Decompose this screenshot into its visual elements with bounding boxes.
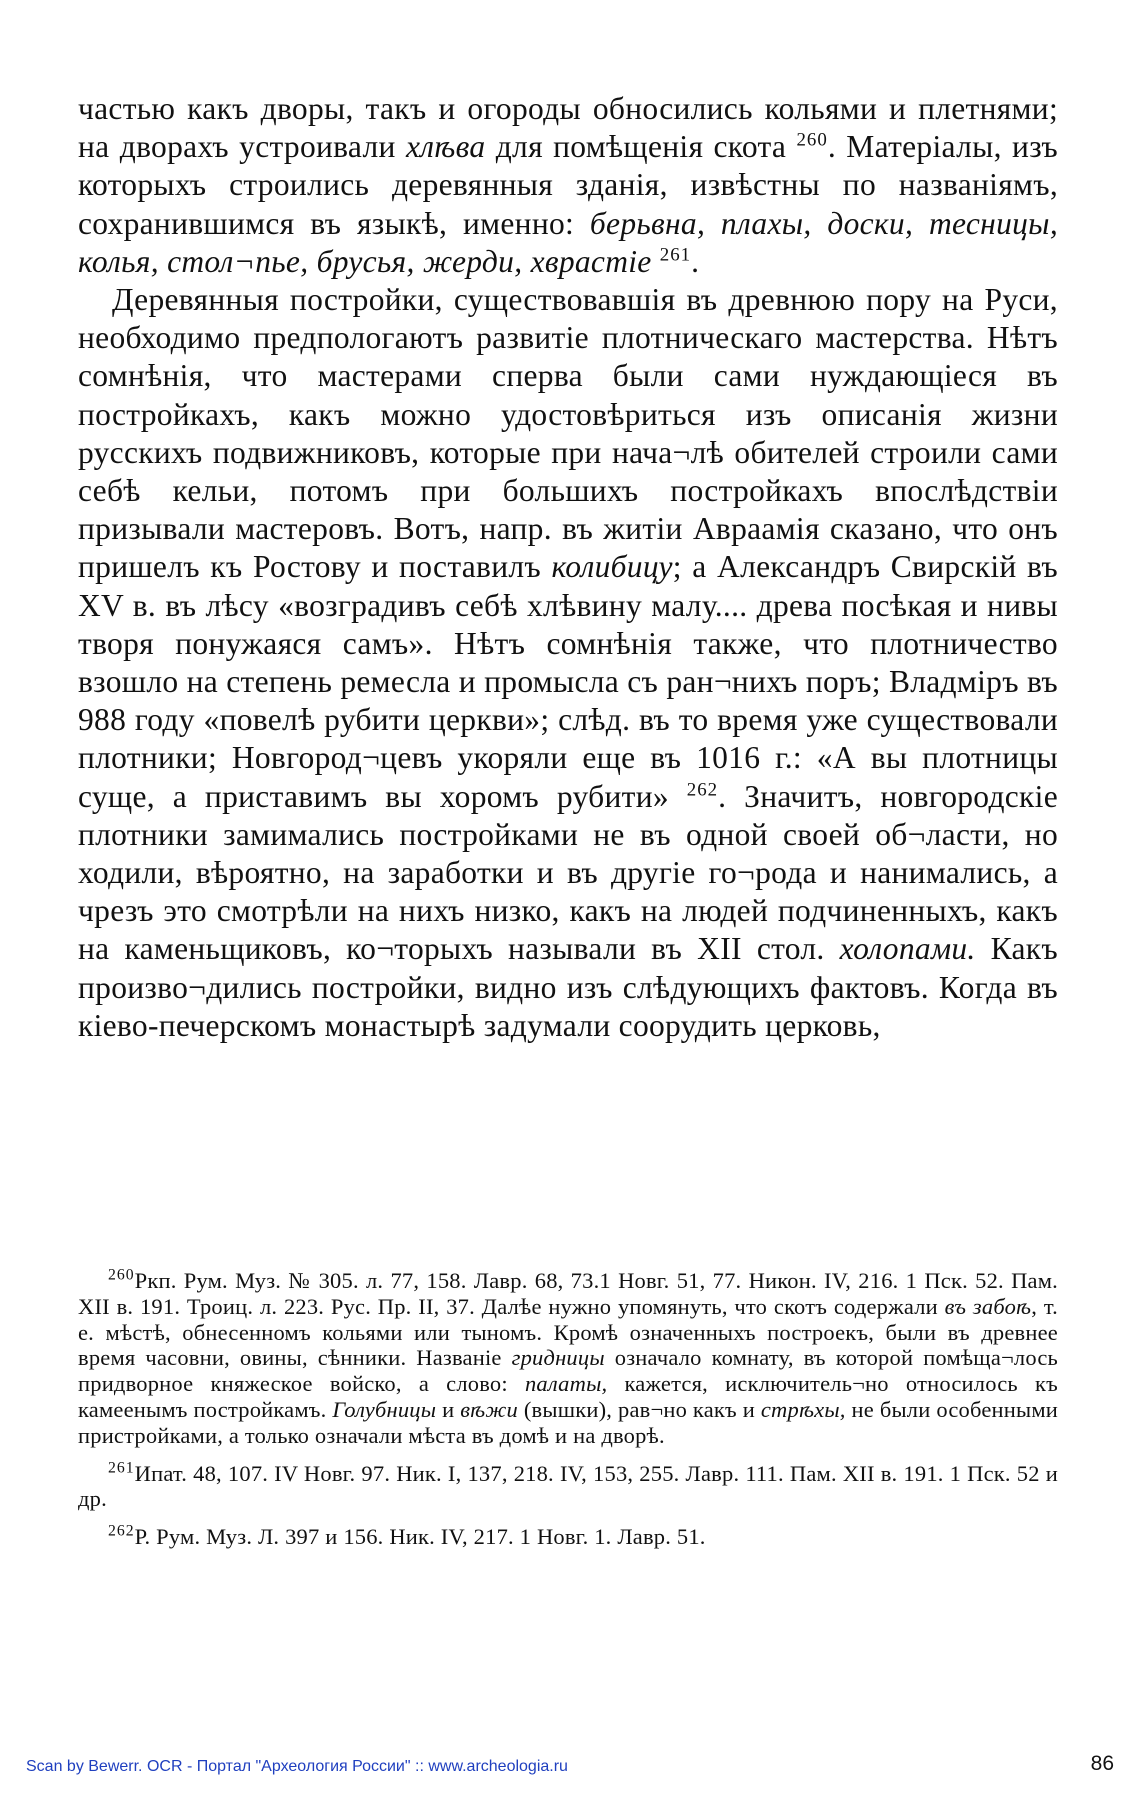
footnote-number: 261 [108,1459,135,1477]
footnote-number: 262 [108,1522,135,1540]
footnote-ref-260[interactable]: 260 [796,129,828,151]
page-number: 86 [1090,1752,1114,1775]
paragraph-2: Деревянныя постройки, существовавшія въ древнюю пору на Руси, необходимо предпологаютъ развитіе плотническаго мастерства. Нѣтъ сомнѣнія, что мастерами сперва были сами нуждающіеся въ постройкахъ, какъ можно удостовѣриться изъ описанія жизни русскихъ подвижниковъ, которые при нача¬лѣ обителей строили сами себѣ кельи, потомъ при большихъ постройкахъ впослѣдствіи призывали мастеровъ. Вотъ, напр. въ житіи Авраамія сказано, что онъ пришелъ къ Ростову и поставилъ колибицу; а Александръ Свирскій въ XV в. въ лѣсу «возградивъ себѣ хлѣвину малу.... древа посѣкая и нивы творя понужаяся самъ». Нѣтъ сомнѣнія также, что плотничество взошло на степень ремесла и промысла съ ран¬нихъ поръ; Владміръ въ 988 году «повелѣ рубити церкви»; слѣд. въ то время уже существовали плотники; Новгород¬цевъ укоряли еще въ 1016 г.: «А вы плотницы суще, а приставимъ вы хоромъ рубити» $^{262}$. Значитъ, новгородскіе плотники замимались постройками не въ одной своей об¬ласти, но ходили, вѣроятно, на заработки и въ другіе го¬рода и нанимались, а чрезъ это смотрѣли на нихъ низко, какъ на людей подчиненныхъ, какъ на каменьщиковъ, ко¬торыхъ называли въ XII стол. холопами. Какъ произво¬дились постройки, видно изъ слѣдующихъ фактовъ. Когда въ кіево-печерскомъ монастырѣ задумали соорудить церковь, [78,282,1058,1043]
footnote-260: $^{260}$Ркп. Рум. Муз. № 305. л. 77, 158. Лавр. 68, 73.1 Новг. 51, 77. Никон. IV, 216. 1 Пск. 52. Пам. XII в. 191. Троиц. л. 223. Рус. Пр. II, 37. Далѣе нужно упомянуть, что скотъ содержали въ забоѣ, т. е. мѣстѣ, обнесенномъ кольями или тыномъ. Кромѣ означенныхъ построекъ, были въ древнее время часовни, овины, сѣнники. Названіе гридницы означало комнату, въ которой помѣща¬лось придворное княжеское войско, а слово: палаты, кажется, исключитель¬но относилось къ камеенымъ постройкамъ. Голубницы и вѣжи (вышки), рав¬но какъ и стрѣхы, не были особенными пристройками, а только означали мѣста въ домѣ и на дворѣ. [78,1266,1058,1448]
footnote-261: $^{261}$Ипат. 48, 107. IV Новг. 97. Ник. I, 137, 218. IV, 153, 255. Лавр. 111. Пам. XII в. 191. 1 Пск. 52 и др. [78,1459,1058,1512]
italic-term: колибицу [551,549,673,585]
italic-term-list: берьвна, плахы, доски, тесницы, колья, стол¬пье, брусья, жерди, хврастіе [78,205,1058,279]
footnotes [78,1268,1058,1562]
footnote-ref-261[interactable]: 261 [659,244,692,266]
footnote-262: $^{262}$Р. Рум. Муз. Л. 397 и 156. Ник. IV, 217. 1 Новг. 1. Лавр. 51. [108,1522,706,1550]
footnote-number: 260 [108,1266,135,1284]
footnote-ref-262[interactable]: 262 [686,779,719,801]
scan-credit-link[interactable]: Scan by Bewerr. OCR - Портал "Археология России" :: www.archeologia.ru [26,1758,568,1775]
paragraph-1: частью какъ дворы, такъ и огороды обносились кольями и плетнями; на дворахъ устроивали хлѣва для помѣщенія скота $^{260}$. Матеріалы, изъ которыхъ строились деревянныя зданія, извѣстны по названіямъ, сохранившимся въ языкѣ, именно: берьвна, плахы, доски, тесницы, колья, стол¬пье, брусья, жерди, хврастіе $^{261}$. [78,91,1058,279]
main-text [78,90,1058,1045]
italic-term: хлѣва [405,129,486,165]
italic-term: холопами. [839,931,976,967]
